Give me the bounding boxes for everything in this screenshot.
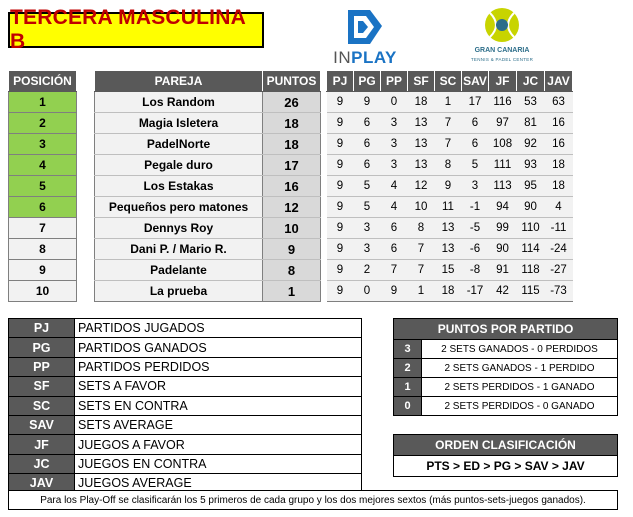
row-pg: 2 (354, 260, 381, 281)
legend-desc: JUEGOS EN CONTRA (75, 454, 362, 473)
legend-abbr: JC (9, 454, 75, 473)
row-position: 2 (9, 113, 77, 134)
row-position: 1 (9, 92, 77, 113)
row-pj: 9 (327, 134, 354, 155)
points-desc: 2 SETS GANADOS - 0 PERDIDOS (422, 340, 618, 359)
row-sc: 18 (435, 281, 462, 302)
row-team: Pequeños pero matones (95, 197, 263, 218)
points-desc: 2 SETS PERDIDOS - 1 GANADO (422, 378, 618, 397)
row-jc: 81 (517, 113, 545, 134)
row-team: Magia Isletera (95, 113, 263, 134)
row-jf: 99 (489, 218, 517, 239)
row-pp: 3 (381, 134, 408, 155)
points-per-match-table (393, 318, 618, 416)
legend-row (9, 357, 362, 376)
row-jc: 115 (517, 281, 545, 302)
row-team: Dani P. / Mario R. (95, 239, 263, 260)
standings-row (9, 176, 573, 197)
standings-row (9, 113, 573, 134)
row-sf: 7 (408, 260, 435, 281)
inplay-logo-icon (330, 6, 400, 48)
row-jav: 16 (545, 134, 573, 155)
row-sc: 13 (435, 239, 462, 260)
row-sf: 13 (408, 155, 435, 176)
standings-row (9, 281, 573, 302)
row-sf: 12 (408, 176, 435, 197)
row-team: La prueba (95, 281, 263, 302)
row-jf: 90 (489, 239, 517, 260)
gran-canaria-logo (462, 6, 542, 68)
points-desc: 2 SETS PERDIDOS - 0 GANADO (422, 397, 618, 416)
row-sf: 13 (408, 134, 435, 155)
header-sc: SC (435, 71, 462, 92)
row-pj: 9 (327, 218, 354, 239)
row-points: 17 (263, 155, 321, 176)
legend-desc: PARTIDOS PERDIDOS (75, 357, 362, 376)
row-sc: 7 (435, 113, 462, 134)
row-sf: 13 (408, 113, 435, 134)
row-jf: 97 (489, 113, 517, 134)
gran-canaria-name: GRAN CANARIA (474, 47, 530, 54)
header-jf: JF (489, 71, 517, 92)
points-value: 0 (394, 397, 422, 416)
row-sav: 6 (462, 113, 489, 134)
legend-row (9, 454, 362, 473)
legend-abbr: SF (9, 377, 75, 396)
row-jc: 93 (517, 155, 545, 176)
legend-abbr: PG (9, 338, 75, 357)
row-points: 18 (263, 134, 321, 155)
row-pg: 6 (354, 113, 381, 134)
header-sav: SAV (462, 71, 489, 92)
row-jc: 92 (517, 134, 545, 155)
row-jav: -24 (545, 239, 573, 260)
row-team: Los Random (95, 92, 263, 113)
legend-desc: SETS EN CONTRA (75, 396, 362, 415)
row-jav: 63 (545, 92, 573, 113)
row-pp: 4 (381, 176, 408, 197)
row-sf: 7 (408, 239, 435, 260)
row-team: Padelante (95, 260, 263, 281)
row-position: 9 (9, 260, 77, 281)
row-pj: 9 (327, 239, 354, 260)
row-position: 4 (9, 155, 77, 176)
row-sc: 13 (435, 218, 462, 239)
row-sf: 18 (408, 92, 435, 113)
points-value: 1 (394, 378, 422, 397)
row-jav: 4 (545, 197, 573, 218)
legend-abbr: JF (9, 435, 75, 454)
header-team: PAREJA (95, 71, 263, 92)
row-jc: 95 (517, 176, 545, 197)
points-row (394, 397, 618, 416)
points-value: 3 (394, 340, 422, 359)
inplay-logo (330, 6, 400, 66)
row-sc: 7 (435, 134, 462, 155)
ranking-order-title: ORDEN CLASIFICACIÓN (394, 435, 618, 456)
legend-row (9, 415, 362, 434)
row-pj: 9 (327, 176, 354, 197)
abbreviation-legend (8, 318, 362, 494)
row-jav: -11 (545, 218, 573, 239)
row-jc: 90 (517, 197, 545, 218)
row-sav: -8 (462, 260, 489, 281)
row-points: 16 (263, 176, 321, 197)
standings-row (9, 218, 573, 239)
standings-row (9, 92, 573, 113)
row-points: 18 (263, 113, 321, 134)
row-pg: 3 (354, 218, 381, 239)
header-position: POSICIÓN (9, 71, 77, 92)
row-pp: 3 (381, 155, 408, 176)
row-sav: -17 (462, 281, 489, 302)
legend-abbr: SC (9, 396, 75, 415)
row-sc: 1 (435, 92, 462, 113)
row-jf: 42 (489, 281, 517, 302)
row-points: 1 (263, 281, 321, 302)
legend-desc: PARTIDOS GANADOS (75, 338, 362, 357)
page-title: TERCERA MASCULINA B (8, 12, 264, 48)
row-team: PadelNorte (95, 134, 263, 155)
header-jav: JAV (545, 71, 573, 92)
row-position: 3 (9, 134, 77, 155)
row-pp: 0 (381, 92, 408, 113)
row-jc: 110 (517, 218, 545, 239)
points-desc: 2 SETS GANADOS - 1 PERDIDO (422, 359, 618, 378)
row-points: 8 (263, 260, 321, 281)
row-sc: 8 (435, 155, 462, 176)
row-jf: 113 (489, 176, 517, 197)
row-jf: 111 (489, 155, 517, 176)
row-pj: 9 (327, 260, 354, 281)
standings-row (9, 239, 573, 260)
row-pj: 9 (327, 155, 354, 176)
legend-row (9, 338, 362, 357)
legend-row (9, 319, 362, 338)
inplay-wordmark (330, 48, 400, 68)
standings-row (9, 134, 573, 155)
points-row (394, 340, 618, 359)
row-sf: 10 (408, 197, 435, 218)
points-per-match-body (394, 340, 618, 416)
points-per-match-title: PUNTOS POR PARTIDO (394, 319, 618, 340)
row-pg: 6 (354, 134, 381, 155)
legend-row (9, 396, 362, 415)
row-pj: 9 (327, 92, 354, 113)
row-jav: 18 (545, 176, 573, 197)
row-jf: 94 (489, 197, 517, 218)
row-sav: 6 (462, 134, 489, 155)
row-pj: 9 (327, 281, 354, 302)
row-pj: 9 (327, 113, 354, 134)
row-position: 6 (9, 197, 77, 218)
points-value: 2 (394, 359, 422, 378)
row-pp: 6 (381, 218, 408, 239)
row-sav: -5 (462, 218, 489, 239)
row-pg: 3 (354, 239, 381, 260)
row-points: 26 (263, 92, 321, 113)
tennis-ball-icon (462, 6, 542, 46)
row-pg: 5 (354, 197, 381, 218)
standings-table (8, 70, 573, 302)
row-position: 8 (9, 239, 77, 260)
row-jc: 118 (517, 260, 545, 281)
legend-desc: PARTIDOS JUGADOS (75, 319, 362, 338)
header-points: PUNTOS (263, 71, 321, 92)
row-jf: 116 (489, 92, 517, 113)
playoff-footnote: Para los Play-Off se clasificarán los 5 primeros de cada grupo y los dos mejores sextos (más puntos-sets-juegos ganados). (8, 490, 618, 510)
row-pp: 6 (381, 239, 408, 260)
row-sf: 1 (408, 281, 435, 302)
ranking-order-value: PTS > ED > PG > SAV > JAV (394, 456, 618, 477)
legend-row (9, 377, 362, 396)
standings-row (9, 197, 573, 218)
legend-abbr: SAV (9, 415, 75, 434)
gran-canaria-tagline: TENNIS & PADEL CENTER (470, 57, 534, 62)
row-pg: 6 (354, 155, 381, 176)
header-pj: PJ (327, 71, 354, 92)
row-pg: 5 (354, 176, 381, 197)
row-points: 9 (263, 239, 321, 260)
row-pp: 9 (381, 281, 408, 302)
legend-row (9, 435, 362, 454)
standings-header (9, 71, 573, 92)
legend-desc: JUEGOS AVERAGE (75, 474, 362, 493)
standings-body (9, 92, 573, 302)
header-sf: SF (408, 71, 435, 92)
row-sav: -6 (462, 239, 489, 260)
inplay-suffix: PLAY (351, 48, 397, 67)
row-jf: 108 (489, 134, 517, 155)
row-sc: 15 (435, 260, 462, 281)
legend-desc: JUEGOS A FAVOR (75, 435, 362, 454)
header-pg: PG (354, 71, 381, 92)
row-pp: 4 (381, 197, 408, 218)
row-jav: -73 (545, 281, 573, 302)
legend-abbr: JAV (9, 474, 75, 493)
row-jc: 53 (517, 92, 545, 113)
row-sav: 3 (462, 176, 489, 197)
row-jav: 18 (545, 155, 573, 176)
row-pg: 9 (354, 92, 381, 113)
legend-body (9, 319, 362, 494)
inplay-prefix: IN (333, 48, 352, 67)
row-pp: 7 (381, 260, 408, 281)
row-points: 12 (263, 197, 321, 218)
row-sav: 5 (462, 155, 489, 176)
points-row (394, 359, 618, 378)
row-team: Pegale duro (95, 155, 263, 176)
row-pj: 9 (327, 197, 354, 218)
row-sc: 9 (435, 176, 462, 197)
row-team: Dennys Roy (95, 218, 263, 239)
header-jc: JC (517, 71, 545, 92)
row-position: 10 (9, 281, 77, 302)
row-position: 7 (9, 218, 77, 239)
legend-abbr: PJ (9, 319, 75, 338)
standings-row (9, 260, 573, 281)
row-jf: 91 (489, 260, 517, 281)
row-points: 10 (263, 218, 321, 239)
row-jc: 114 (517, 239, 545, 260)
row-jav: -27 (545, 260, 573, 281)
ranking-order-table (393, 434, 618, 477)
standings-row (9, 155, 573, 176)
points-row (394, 378, 618, 397)
legend-desc: SETS A FAVOR (75, 377, 362, 396)
row-pp: 3 (381, 113, 408, 134)
legend-desc: SETS AVERAGE (75, 415, 362, 434)
row-team: Los Estakas (95, 176, 263, 197)
header-pp: PP (381, 71, 408, 92)
legend-abbr: PP (9, 357, 75, 376)
row-sav: -1 (462, 197, 489, 218)
row-pg: 0 (354, 281, 381, 302)
row-sav: 17 (462, 92, 489, 113)
row-position: 5 (9, 176, 77, 197)
row-sf: 8 (408, 218, 435, 239)
row-sc: 11 (435, 197, 462, 218)
row-jav: 16 (545, 113, 573, 134)
